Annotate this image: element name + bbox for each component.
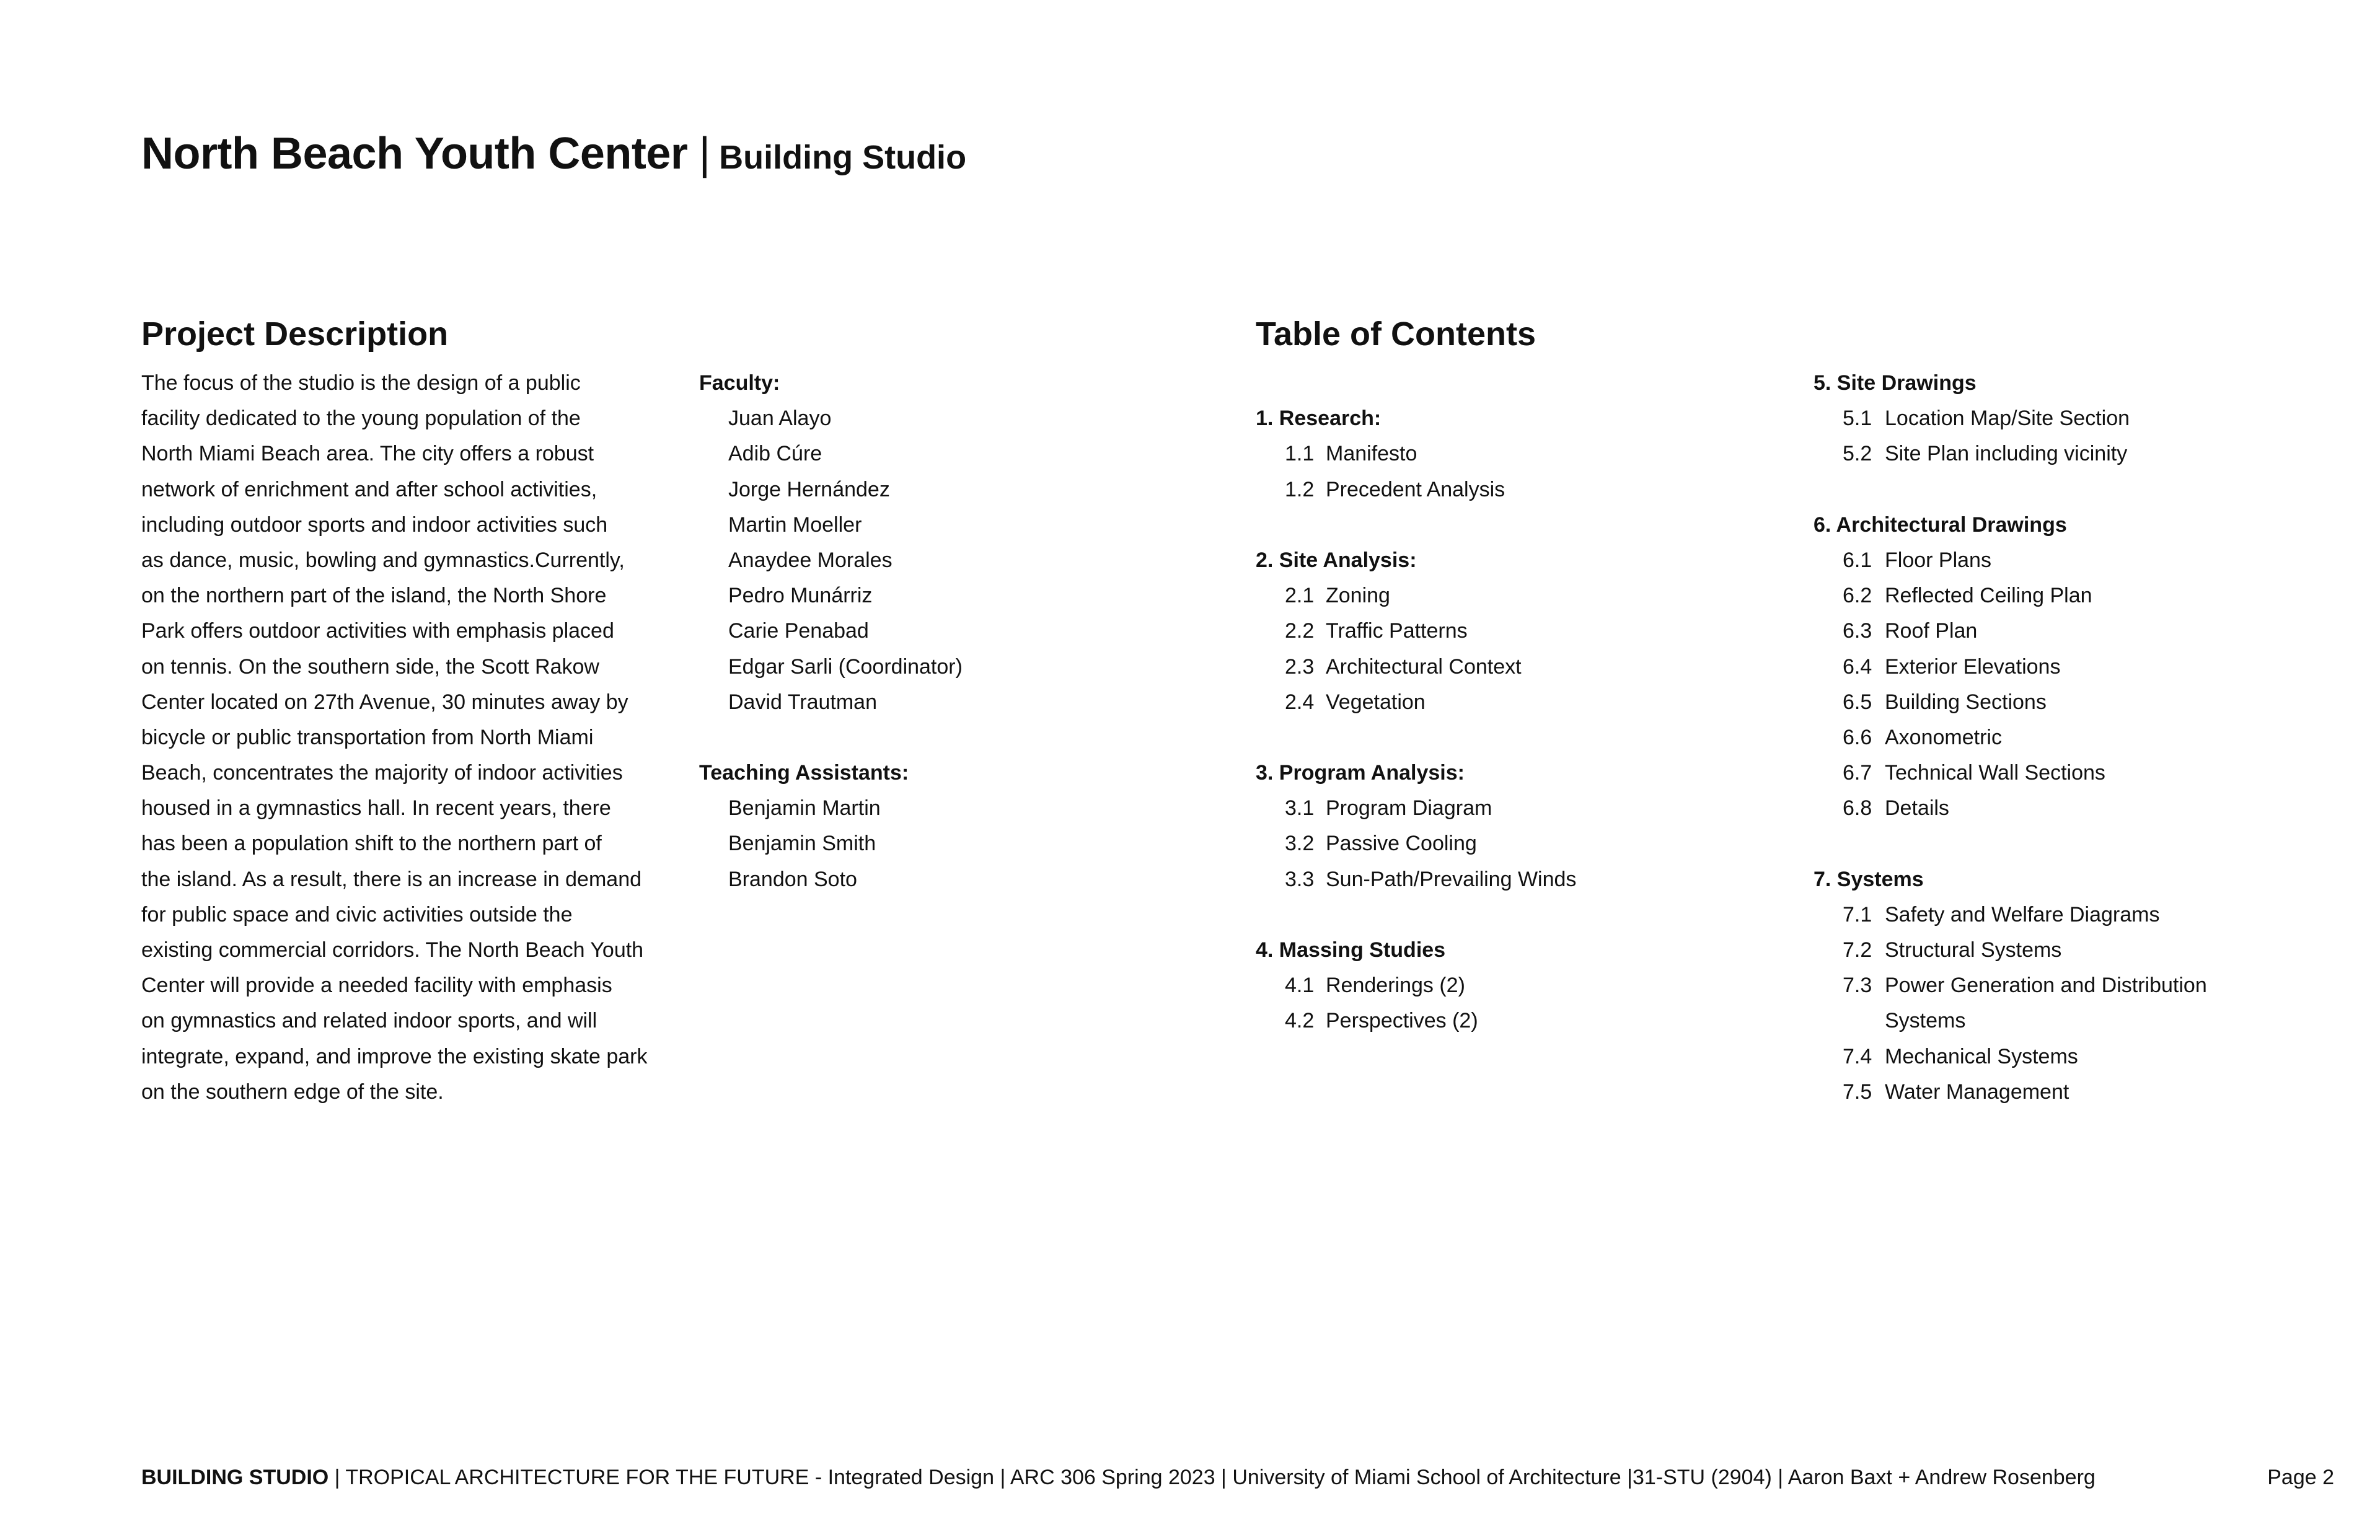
description-line: the island. As a result, there is an increase in demand [141, 867, 642, 891]
toc-item-label-continued: Systems [1885, 1009, 1966, 1033]
toc-item-number: 5.1 [1843, 407, 1872, 431]
toc-item-number: 6.5 [1843, 690, 1872, 714]
toc-item-label: Building Sections [1885, 690, 2047, 714]
toc-item-label: Technical Wall Sections [1885, 761, 2105, 785]
description-line: The focus of the studio is the design of a public [141, 371, 581, 395]
toc-item [1814, 649, 2359, 685]
description-line: on gymnastics and related indoor sports, and will [141, 1009, 597, 1033]
toc-item [1256, 685, 1783, 720]
faculty-list [699, 366, 1133, 897]
toc-column-left [1256, 366, 1783, 1039]
toc-item [1814, 685, 2359, 720]
toc-item-number: 7.5 [1843, 1080, 1872, 1104]
toc-item-label: Structural Systems [1885, 938, 2062, 962]
toc-item [1814, 614, 2359, 649]
faculty-name: Anaydee Morales [728, 548, 892, 572]
teaching-assistant-name: Benjamin Martin [728, 796, 881, 821]
toc-item-number: 6.1 [1843, 548, 1872, 572]
description-line: on tennis. On the southern side, the Scott Rakow [141, 654, 599, 679]
toc-item [1256, 862, 1783, 897]
faculty-name: Carie Penabad [728, 619, 869, 643]
toc-item [1256, 826, 1783, 861]
project-subtitle: Building Studio [719, 139, 967, 176]
toc-item-number: 7.2 [1843, 938, 1872, 962]
toc-item-number: 2.2 [1285, 619, 1315, 643]
toc-item-label: Vegetation [1326, 690, 1426, 714]
description-line: North Miami Beach area. The city offers a robust [141, 442, 594, 466]
toc-item-label: Details [1885, 796, 1949, 821]
toc-item-label: Traffic Patterns [1326, 619, 1468, 643]
toc-item-label: Water Management [1885, 1080, 2069, 1104]
toc-section-title: 2. Site Analysis: [1256, 548, 1417, 572]
faculty-name: Pedro Munárriz [728, 584, 873, 608]
description-line: Center located on 27th Avenue, 30 minutes away by [141, 690, 628, 714]
toc-item [1256, 436, 1783, 472]
description-line: integrate, expand, and improve the existing skate park [141, 1044, 648, 1068]
toc-item-number: 1.2 [1285, 477, 1315, 501]
description-line: including outdoor sports and indoor activities such [141, 513, 608, 537]
blank-line [1256, 720, 1783, 755]
faculty-heading: Faculty: [699, 371, 780, 395]
toc-item [1814, 1039, 2359, 1075]
toc-item [1814, 401, 2359, 436]
blank-line [1256, 508, 1783, 543]
toc-item-number: 6.6 [1843, 725, 1872, 749]
toc-item-number: 3.2 [1285, 832, 1315, 856]
description-line: on the northern part of the island, the North Shore [141, 584, 607, 608]
description-line: Beach, concentrates the majority of indoor activities [141, 761, 623, 785]
toc-item-number: 6.2 [1843, 584, 1872, 608]
toc-item-label: Zoning [1326, 584, 1390, 608]
blank-line [1814, 826, 2359, 861]
toc-item-number: 7.1 [1843, 902, 1872, 926]
blank-line [1814, 472, 2359, 508]
toc-item-number: 5.2 [1843, 442, 1872, 466]
toc-item-number: 7.4 [1843, 1044, 1872, 1068]
toc-item [1256, 968, 1783, 1003]
faculty-name: Edgar Sarli (Coordinator) [728, 654, 963, 679]
blank-line [1256, 366, 1783, 401]
toc-item [1814, 578, 2359, 614]
toc-item [1256, 791, 1783, 826]
faculty-name: Jorge Hernández [728, 477, 890, 501]
description-line: as dance, music, bowling and gymnastics.Currently, [141, 548, 625, 572]
description-line: network of enrichment and after school activities, [141, 477, 597, 501]
toc-item [1256, 649, 1783, 685]
toc-item-label: Reflected Ceiling Plan [1885, 584, 2092, 608]
blank-line [699, 720, 1133, 755]
toc-item [1256, 472, 1783, 508]
toc-section-title: 1. Research: [1256, 407, 1382, 431]
teaching-assistants-heading: Teaching Assistants: [699, 761, 909, 785]
toc-item-label: Manifesto [1326, 442, 1417, 466]
description-line: for public space and civic activities outside the [141, 902, 573, 926]
faculty-name: Martin Moeller [728, 513, 862, 537]
toc-item-number: 4.2 [1285, 1009, 1315, 1033]
toc-section-title: 6. Architectural Drawings [1814, 513, 2067, 537]
toc-section-title: 7. Systems [1814, 867, 1924, 891]
toc-item-label: Safety and Welfare Diagrams [1885, 902, 2160, 926]
toc-item-label: Perspectives (2) [1326, 1009, 1478, 1033]
toc-item [1814, 897, 2359, 933]
toc-item [1256, 578, 1783, 614]
toc-item-number: 6.8 [1843, 796, 1872, 821]
toc-item-label: Architectural Context [1326, 654, 1522, 679]
toc-column-right [1814, 366, 2359, 1110]
toc-item-number: 6.4 [1843, 654, 1872, 679]
page-number: Page 2 [2267, 1466, 2334, 1489]
toc-item-label: Site Plan including vicinity [1885, 442, 2128, 466]
toc-item-number: 3.1 [1285, 796, 1315, 821]
description-line: existing commercial corridors. The North Beach Youth [141, 938, 644, 962]
description-line: bicycle or public transportation from North Miami [141, 725, 594, 749]
teaching-assistant-name: Brandon Soto [728, 867, 857, 891]
toc-item-label: Mechanical Systems [1885, 1044, 2078, 1068]
toc-item-number: 6.7 [1843, 761, 1872, 785]
toc-item-label: Roof Plan [1885, 619, 1978, 643]
toc-item-number: 1.1 [1285, 442, 1315, 466]
faculty-name: Adib Cúre [728, 442, 822, 466]
description-line: on the southern edge of the site. [141, 1080, 444, 1104]
description-line: Park offers outdoor activities with emphasis placed [141, 619, 614, 643]
toc-item-label: Program Diagram [1326, 796, 1492, 821]
toc-item-label: Floor Plans [1885, 548, 1991, 572]
toc-item [1814, 436, 2359, 472]
toc-item-label: Power Generation and Distribution [1885, 974, 2207, 998]
description-line: housed in a gymnastics hall. In recent years, there [141, 796, 611, 821]
toc-item [1256, 1003, 1783, 1039]
toc-item-label: Exterior Elevations [1885, 654, 2061, 679]
toc-item-label: Renderings (2) [1326, 974, 1465, 998]
page-title [141, 131, 966, 176]
toc-item [1814, 791, 2359, 826]
toc-item-label: Passive Cooling [1326, 832, 1477, 856]
toc-section-title: 5. Site Drawings [1814, 371, 1977, 395]
footer-course-info: | TROPICAL ARCHITECTURE FOR THE FUTURE - Integrated Design | ARC 306 Spring 2023 | University of Miami School of Architecture |31-STU (2904) | Aaron Baxt + Andrew Rosenberg [328, 1466, 2096, 1489]
project-title: North Beach Youth Center [141, 129, 688, 178]
toc-item-number: 2.4 [1285, 690, 1315, 714]
toc-section-title: 4. Massing Studies [1256, 938, 1446, 962]
toc-item [1814, 933, 2359, 968]
toc-item [1814, 1075, 2359, 1110]
toc-item [1814, 755, 2359, 791]
toc-item-number: 2.1 [1285, 584, 1315, 608]
toc-item [1814, 543, 2359, 578]
description-line: has been a population shift to the northern part of [141, 832, 602, 856]
toc-item-number: 2.3 [1285, 654, 1315, 679]
toc-item [1814, 968, 2359, 1003]
toc-item-number: 6.3 [1843, 619, 1872, 643]
toc-item-number: 7.3 [1843, 974, 1872, 998]
toc-item-label: Sun-Path/Prevailing Winds [1326, 867, 1577, 891]
footer-studio-label: BUILDING STUDIO [141, 1466, 329, 1489]
toc-item [1814, 720, 2359, 755]
description-line: facility dedicated to the young population of the [141, 407, 581, 431]
footer-text [141, 1467, 2096, 1488]
table-of-contents-heading: Table of Contents [1256, 315, 1536, 353]
teaching-assistant-name: Benjamin Smith [728, 832, 876, 856]
toc-item [1256, 614, 1783, 649]
toc-item-number: 4.1 [1285, 974, 1315, 998]
project-description-text [141, 366, 681, 1110]
project-description-heading: Project Description [141, 315, 449, 353]
faculty-name: Juan Alayo [728, 407, 832, 431]
title-separator: | [699, 129, 711, 178]
toc-item-label: Location Map/Site Section [1885, 407, 2130, 431]
blank-line [1256, 897, 1783, 933]
faculty-name: David Trautman [728, 690, 877, 714]
toc-item-label: Precedent Analysis [1326, 477, 1505, 501]
toc-section-title: 3. Program Analysis: [1256, 761, 1465, 785]
toc-item-label: Axonometric [1885, 725, 2002, 749]
toc-item-number: 3.3 [1285, 867, 1315, 891]
description-line: Center will provide a needed facility with emphasis [141, 974, 612, 998]
